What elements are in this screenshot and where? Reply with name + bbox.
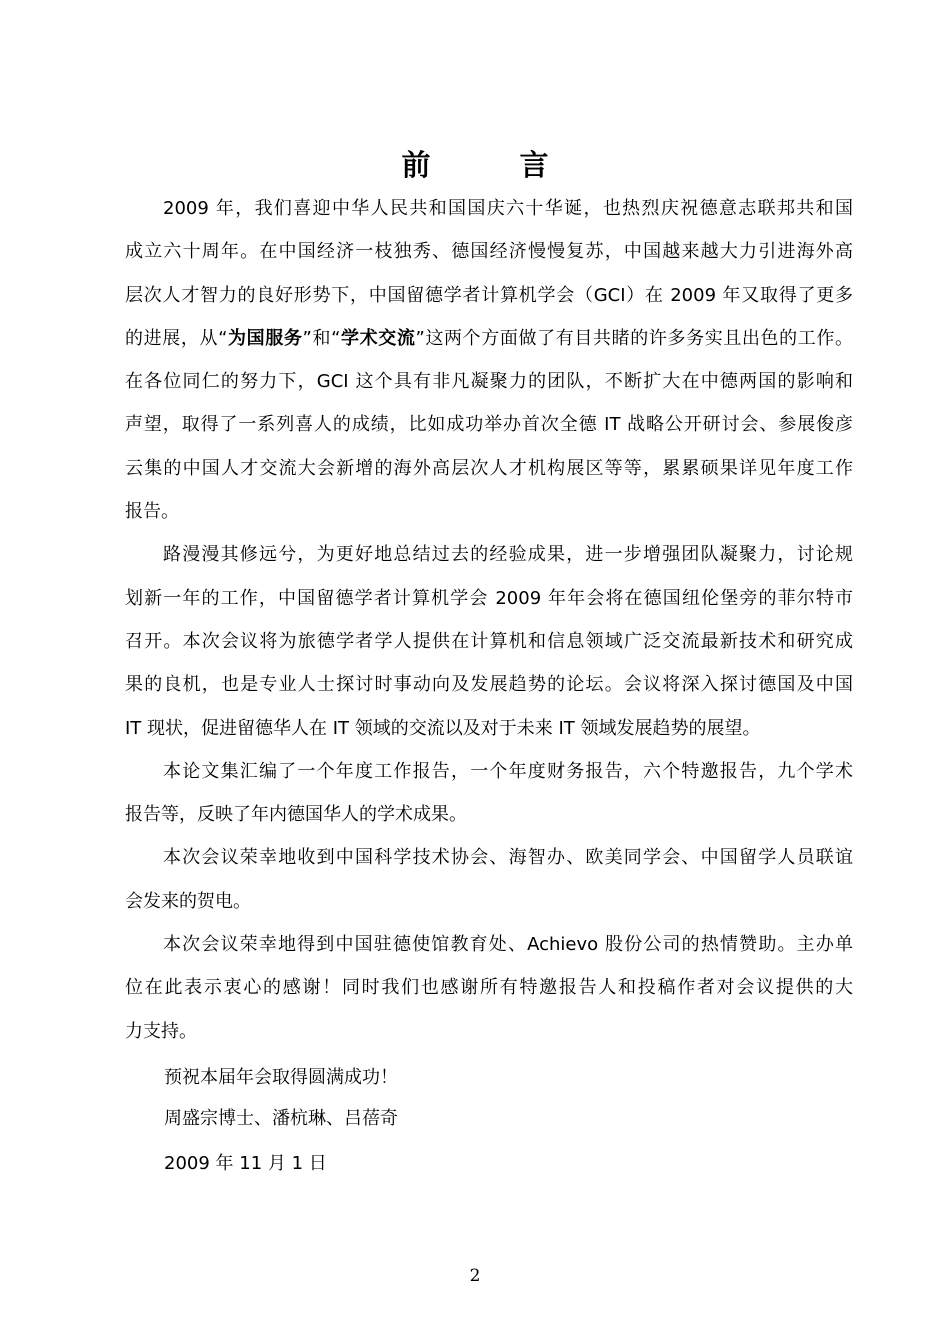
text-line: 路漫漫其修远兮，为更好地总结过去的经验成果，进一步增强团队凝聚力，讨论规 xyxy=(163,544,853,566)
text-line: 召开。本次会议将为旅德学者学人提供在计算机和信息领域广泛交流最新技术和研究成 xyxy=(125,630,853,652)
paragraph-5 xyxy=(125,923,853,1053)
text-line: 报告。 xyxy=(125,501,179,523)
text-line: 声望，取得了一系列喜人的成绩，比如成功举办首次全德 IT 战略公开研讨会、参展俊彦 xyxy=(125,414,853,436)
text-run: ”这两个方面做了有目共睹的许多务实且出色的工作。 xyxy=(415,327,854,349)
text-run: ”和“ xyxy=(302,327,341,349)
author-names: 周盛宗博士、潘杭琳、吕蓓奇 xyxy=(164,1108,398,1129)
paragraph-4 xyxy=(125,836,853,923)
text-line: 划新一年的工作，中国留德学者计算机学会 2009 年年会将在德国纽伦堡旁的菲尔特市 xyxy=(125,587,853,609)
page-number: 2 xyxy=(469,1266,481,1286)
paragraph-2 xyxy=(125,533,853,749)
text-line: 云集的中国人才交流大会新增的海外高层次人才机构展区等等，累累硕果详见年度工作 xyxy=(125,457,853,479)
preface-body xyxy=(125,187,853,1053)
text-line: 本次会议荣幸地得到中国驻德使馆教育处、Achievo 股份公司的热情赞助。主办单 xyxy=(163,934,853,956)
bold-phrase: 学术交流 xyxy=(340,327,416,349)
text-line: 本论文集汇编了一个年度工作报告，一个年度财务报告，六个特邀报告，九个学术 xyxy=(163,760,853,782)
text-line: 果的良机，也是专业人士探讨时事动向及发展趋势的论坛。会议将深入探讨德国及中国 xyxy=(125,674,853,696)
text-line: 2009 年，我们喜迎中华人民共和国国庆六十华诞，也热烈庆祝德意志联邦共和国 xyxy=(163,198,853,219)
text-line: 层次人才智力的良好形势下，中国留德学者计算机学会（GCI）在 2009 年又取得了更多 xyxy=(125,284,853,306)
text-run: 的进展，从“ xyxy=(125,327,228,349)
text-line: 在各位同仁的努力下，GCI 这个具有非凡凝聚力的团队，不断扩大在中德两国的影响和 xyxy=(125,371,853,393)
closing-wish: 预祝本届年会取得圆满成功！ xyxy=(164,1067,398,1088)
text-line: 会发来的贺电。 xyxy=(125,890,251,912)
document-date: 2009 年 11 月 1 日 xyxy=(164,1153,327,1174)
paragraph-3 xyxy=(125,750,853,837)
text-line: 成立六十周年。在中国经济一枝独秀、德国经济慢慢复苏，中国越来越大力引进海外高 xyxy=(125,241,853,263)
text-line xyxy=(125,317,853,360)
paragraph-1 xyxy=(125,187,853,533)
text-line: 本次会议荣幸地收到中国科学技术协会、海智办、欧美同学会、中国留学人员联谊 xyxy=(163,847,853,869)
text-line: 位在此表示衷心的感谢！同时我们也感谢所有特邀报告人和投稿作者对会议提供的大 xyxy=(125,977,853,999)
page-title: 前 言 xyxy=(401,148,579,182)
text-line: IT 现状，促进留德华人在 IT 领域的交流以及对于未来 IT 领域发展趋势的展望。 xyxy=(125,717,761,739)
text-line: 力支持。 xyxy=(125,1020,197,1042)
bold-phrase: 为国服务 xyxy=(227,327,303,349)
text-line: 报告等，反映了年内德国华人的学术成果。 xyxy=(125,804,467,826)
